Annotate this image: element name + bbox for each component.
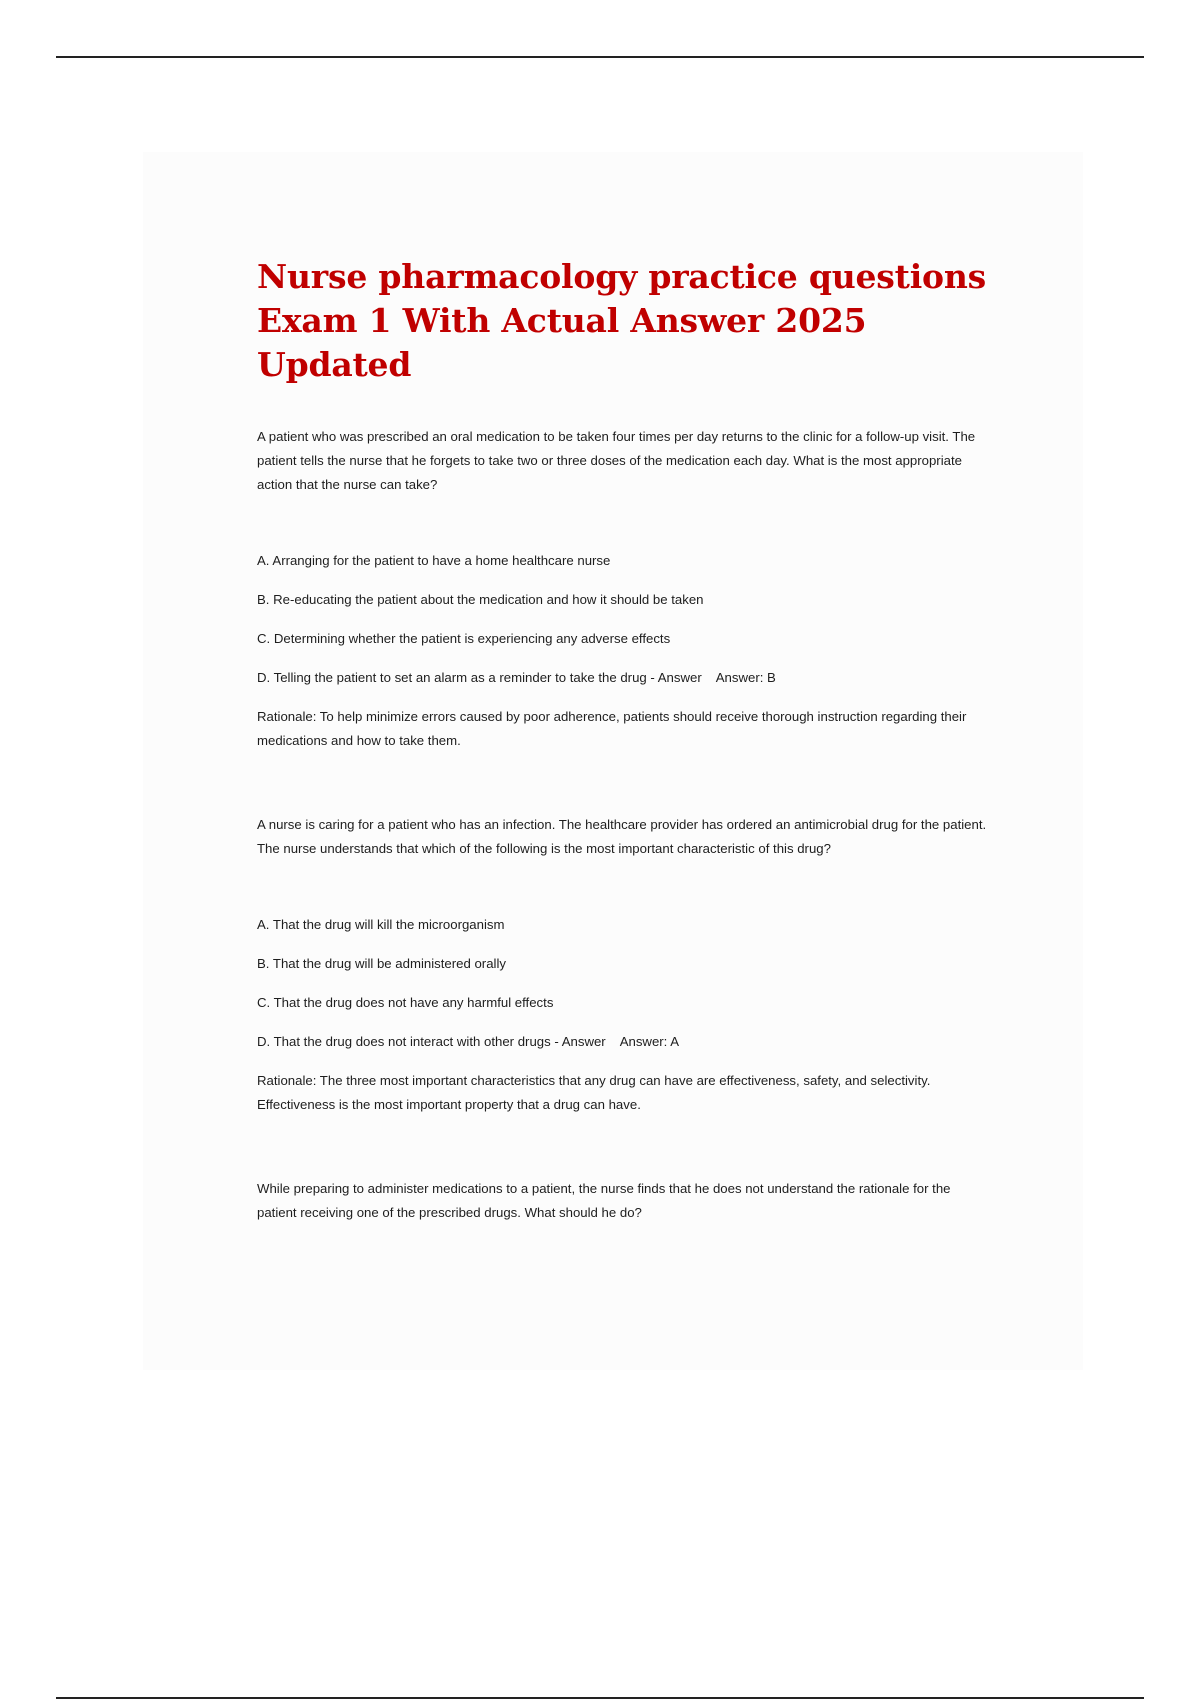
question-1-stem: A patient who was prescribed an oral medication to be taken four times per day returns to the clinic for a follow-up visit. The patient tells the nurse that he forgets to take two or three doses of the medication each day. What is the most appropriate action that the nurse can take? [257, 429, 976, 492]
question-1-option-c: C. Determining whether the patient is experiencing any adverse effects [257, 631, 671, 646]
question-2-answer: Answer: A [619, 1034, 680, 1049]
question-2-option-a: A. That the drug will kill the microorganism [257, 917, 505, 932]
question-2-options [257, 913, 987, 1054]
title-line-1: Nurse pharmacology practice questions [257, 257, 987, 296]
question-1-options [257, 549, 987, 690]
document-title [257, 255, 987, 387]
question-2-option-b: B. That the drug will be administered orally [257, 956, 506, 971]
question-2-stem: A nurse is caring for a patient who has an infection. The healthcare provider has ordered an antimicrobial drug for the patient. The nurse understands that which of the following is the most important characteristic of this drug? [257, 817, 987, 856]
question-1-option-d-text: D. Telling the patient to set an alarm as a reminder to take the drug [257, 670, 647, 685]
question-2-rationale: Rationale: The three most important characteristics that any drug can have are effectiveness, safety, and selectivity. Effectiveness is the most important property that a drug can have. [257, 1073, 931, 1112]
question-1-option-d [257, 666, 987, 690]
question-1-answer: Answer: B [715, 670, 776, 685]
question-1-option-a: A. Arranging for the patient to have a home healthcare nurse [257, 553, 611, 568]
document-content [257, 255, 987, 1225]
top-rule [56, 56, 1144, 58]
question-2-option-d-text: D. That the drug does not interact with other drugs [257, 1034, 551, 1049]
question-2-option-d [257, 1030, 987, 1054]
question-1-answer-prefix: - Answer [650, 670, 702, 685]
question-2-option-c: C. That the drug does not have any harmful effects [257, 995, 554, 1010]
question-1-option-b: B. Re-educating the patient about the medication and how it should be taken [257, 592, 704, 607]
bottom-rule [56, 1697, 1144, 1699]
question-3-stem: While preparing to administer medications to a patient, the nurse finds that he does not understand the rationale for the patient receiving one of the prescribed drugs. What should he do? [257, 1181, 951, 1220]
question-1-rationale: Rationale: To help minimize errors caused by poor adherence, patients should receive thorough instruction regarding their medications and how to take them. [257, 709, 967, 748]
question-2-answer-prefix: - Answer [554, 1034, 606, 1049]
title-line-2: Exam 1 With Actual Answer 2025 Updated [257, 301, 867, 384]
